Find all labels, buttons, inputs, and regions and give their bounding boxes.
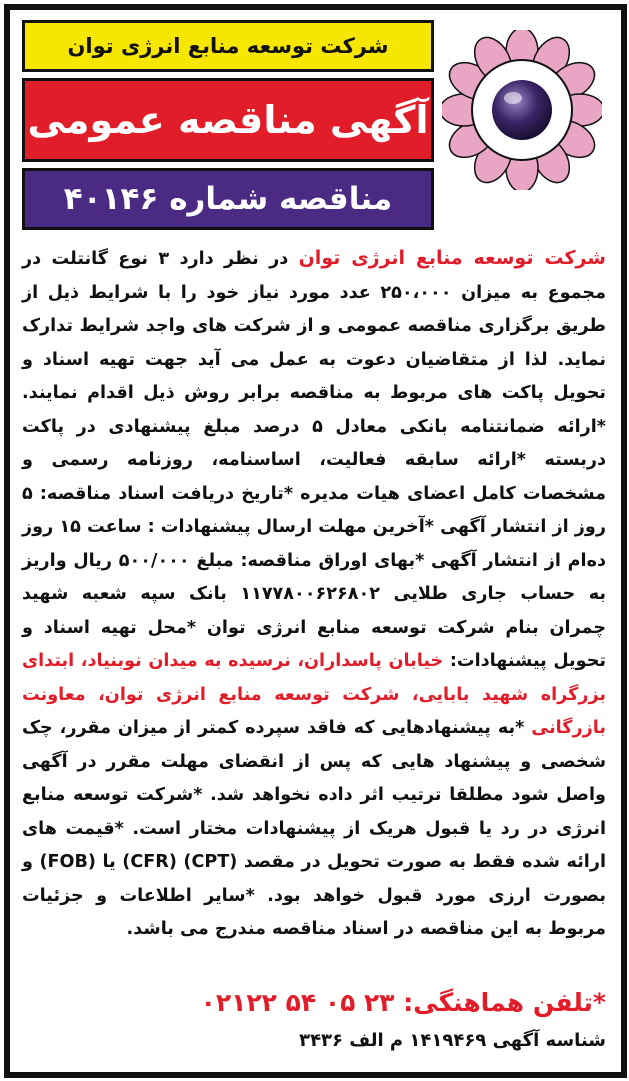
phone-number: ۰۲۱۲۲ ۵۴ ۰۵ ۲۳ [200, 988, 395, 1017]
intro-company-name: شرکت توسعه منابع انرژی توان [298, 247, 606, 269]
terms-list: *به پیشنهادهایی که فاقد سپرده کمتر از میزان مقرر، چک شخصی و پیشنهاد هایی که پس از انقضای مهلت مقرر در آگهی واصل شود مطلقا ترتیب اثر داده نخواهد شد. *شرکت توسعه منابع انرژی در رد یا قبول هریک از پیشنهادات مختار است. *قیمت های ارائه شده فقط به صورت تحویل در مقصد (CPT) (CFR) یا (FOB) و بصورت ارزی مورد قبول خواهد بود. *سایر اطلاعات و جزئیات مربوط به این مناقصه در اسناد مناقصه مندرج می باشد. [22, 718, 606, 939]
ad-id-line: شناسه آگهی ۱۴۱۹۴۶۹ م الف ۳۴۳۶ [299, 1030, 606, 1051]
ad-title-banner: آگهی مناقصه عمومی [22, 78, 434, 162]
phone-label: *تلفن هماهنگی: [403, 988, 606, 1017]
intro-paragraph: در نظر دارد ۳ نوع گانتلت در مجموع به میزان ۲۵۰،۰۰۰ عدد مورد نیاز خود را با شرایط ذیل از طریق برگزاری مناقصه عمومی و از شرکت های واجد شرایط تدارک نماید. لذا از متقاضیان دعوت به عمل می آید جهت تهیه اسناد و تحویل پاکت های مربوط به مناقصه برابر روش ذیل اقدام نمایند. [22, 249, 606, 403]
company-name-banner: شرکت توسعه منابع انرژی توان [22, 20, 434, 72]
submission-address: خیابان پاسداران، نرسیده به میدان نوبنیاد، ابتدای بزرگراه شهید بابایی، شرکت توسعه منابع انرژی توان، معاونت بازرگانی [22, 651, 606, 738]
ad-header [22, 20, 434, 230]
contact-phone-line [22, 985, 606, 1021]
announcement-body [22, 242, 606, 947]
tender-number-banner: مناقصه شماره ۴۰۱۴۶ [22, 168, 434, 230]
conditions-list: *ارائه ضمانتنامه بانکی معادل ۵ درصد مبلغ پیشنهادی در پاکت دربسته *ارائه سابقه فعالیت، اساسنامه، روزنامه رسمی و مشخصات کامل اعضای هیات مدیره *تاریخ دریافت اسناد مناقصه: ۵ روز از انتشار آگهی *آخرین مهلت ارسال پیشنهادات : ساعت ۱۵ روز ده‌ام از انتشار آگهی *بهای اوراق مناقصه: مبلغ ۵۰۰/۰۰۰ ریال واریز به حساب جاری طلایی ۱۱۷۷۸۰۰۶۲۶۸۰۲ بانک سپه شعبه شهید چمران بنام شرکت توسعه منابع انرژی توان *محل تهیه اسناد و تحویل پیشنهادات: [22, 416, 606, 671]
flower-sphere-logo-icon [442, 30, 602, 190]
